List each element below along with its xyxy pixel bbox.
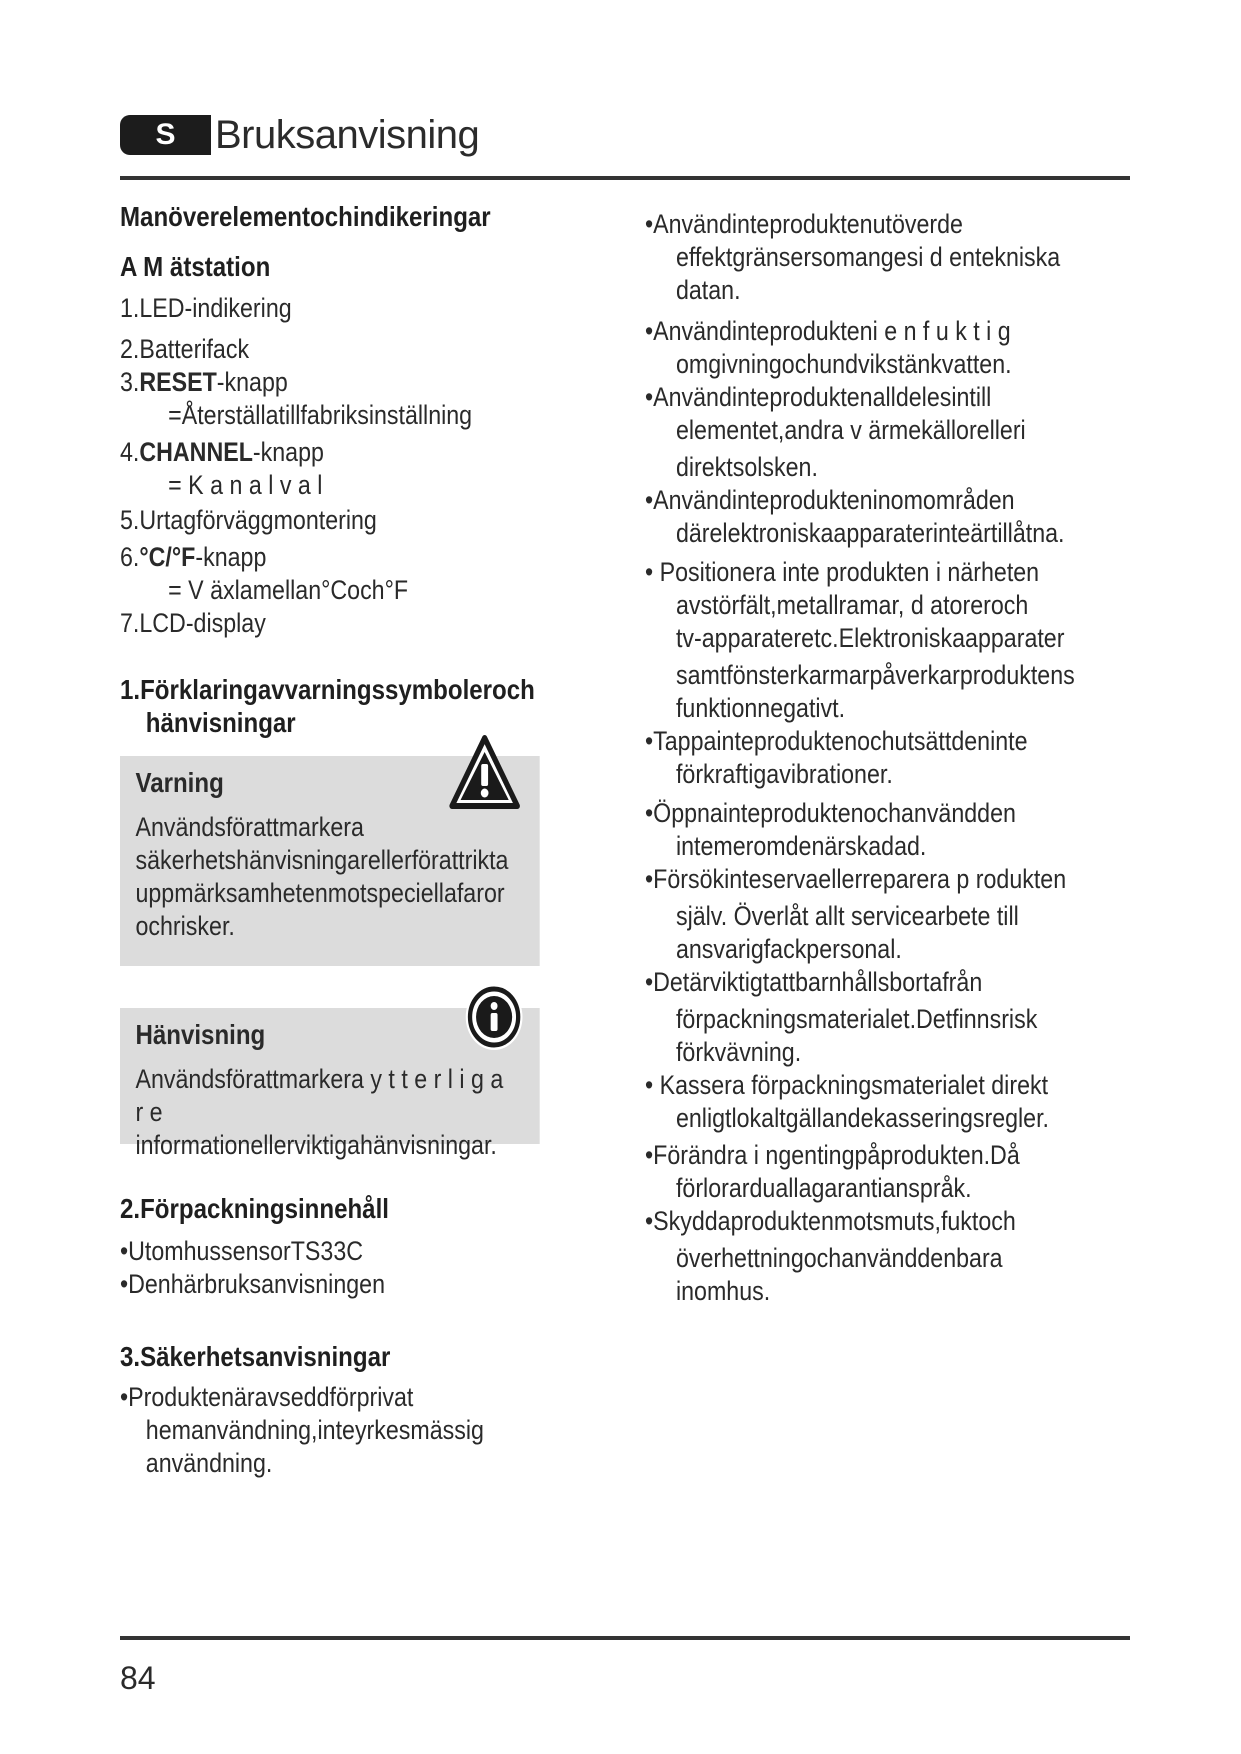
safety-bullet: •Försökinteservaellerreparera p rodukten själv. Överlåt allt servicearbete till ansvarigfackpersonal.: [645, 864, 1067, 964]
warning-triangle-icon: [449, 734, 521, 810]
controls-list: [120, 292, 640, 640]
warning-title: Varning: [135, 767, 224, 798]
footer-rule: [120, 1636, 1130, 1640]
safety-bullet: •Förändra i ngentingpåprodukten.Då förlorarduallagarantianspråk.: [645, 1140, 1020, 1203]
warning-text: Användsförattmarkera säkerhetshänvisningarellerförattrikta uppmärksamhetenmotspeciellafaror ochrisker.: [135, 812, 509, 941]
safety-bullet: •Användinteprodukteni e n f u k t i g omgivningochundvikstänkvatten.: [645, 316, 1012, 379]
header-rule: [120, 176, 1130, 180]
section-3-heading: 3.Säkerhetsanvisningar: [120, 1341, 391, 1372]
list-item-cont: användning.: [145, 1448, 273, 1478]
safety-bullet: •Skyddaproduktenmotsmuts,fuktoch överhettningochanvänddenbara inomhus.: [645, 1206, 1016, 1306]
safety-bullet: •Användinteprodukteninomområden därelektroniskaapparaterinteärtillåtna.: [645, 485, 1065, 548]
page-header: [120, 110, 479, 160]
list-item: 4.CHANNEL-knapp: [120, 437, 324, 467]
note-text: Användsförattmarkera y t t e r l i g a r e informationellerviktigahänvisningar.: [135, 1064, 504, 1160]
safety-bullet: •Användinteproduktenalldelesintill elementet,andra v ärmekällorelleri direktsolsken.: [645, 382, 1026, 482]
warning-box: [120, 756, 540, 966]
list-item: 6.°C/°F-knapp: [120, 542, 267, 572]
right-column: [645, 208, 1125, 1308]
safety-bullet: •Användinteproduktenutöverde effektgränsersomangesi d entekniska datan.: [645, 209, 1061, 305]
list-item: 5.Urtagförväggmontering: [120, 505, 377, 535]
list-item: 1.LED-indikering: [120, 293, 292, 323]
list-item: •UtomhussensorTS33C: [120, 1236, 364, 1266]
list-item: 3.RESET-knapp: [120, 367, 288, 397]
left-column: [120, 200, 640, 1480]
note-box: [120, 1008, 540, 1160]
controls-heading: Manöverelementochindikeringar: [120, 201, 491, 232]
list-item-sub: = K a n a l v a l: [168, 470, 323, 500]
safety-bullet: •Detärviktigtattbarnhållsbortafrån förpackningsmaterialet.Detfinnsrisk förkvävning.: [645, 967, 1038, 1067]
list-item: 7.LCD-display: [120, 608, 266, 638]
note-title: Hänvisning: [135, 1019, 266, 1050]
safety-bullet: • Positionera inte produkten i närheten avstörfält,metallramar, d atoreroch tv-apparateretc.Elektroniskaapparater samtfönsterkarmarpåverkarproduktens funktionnegativt.: [645, 557, 1075, 723]
safety-bullet: • Kassera förpackningsmaterialet direkt enligtlokaltgällandekasseringsregler.: [645, 1070, 1050, 1133]
list-item-sub: =Återställatillfabriksinställning: [168, 400, 473, 430]
list-item: •Produktenäravseddförprivat: [120, 1382, 414, 1412]
list-item: 2.Batterifack: [120, 334, 250, 364]
list-item-cont: hemanvändning,inteyrkesmässig: [145, 1415, 484, 1445]
safety-bullet: •Öppnainteproduktenochanvändden intemeromdenärskadad.: [645, 798, 1016, 861]
station-heading: A M ätstation: [120, 251, 271, 282]
section-2-heading: 2.Förpackningsinnehåll: [120, 1193, 389, 1224]
list-item: •Denhärbruksanvisningen: [120, 1269, 386, 1299]
section-1-heading: 1.Förklaringavvarningssymboleroch: [120, 674, 535, 705]
language-badge: S: [120, 115, 211, 155]
page-number: 84: [120, 1660, 156, 1696]
page-title: Bruksanvisning: [215, 112, 480, 157]
section-1-heading-cont: hänvisningar: [145, 707, 296, 738]
list-item-sub: = V äxlamellan°Coch°F: [168, 575, 409, 605]
info-icon: [464, 982, 524, 1052]
safety-bullet: •Tappainteproduktenochutsättdeninte förkraftigavibrationer.: [645, 726, 1028, 789]
